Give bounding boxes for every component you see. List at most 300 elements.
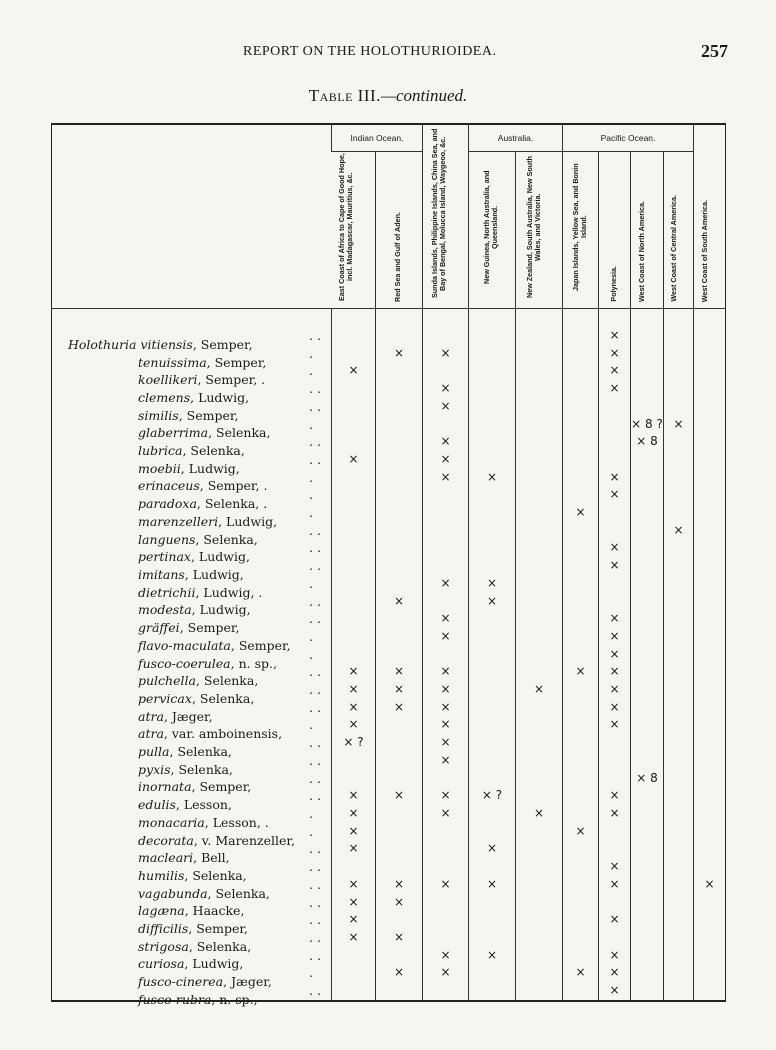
occurrence-mark	[631, 681, 664, 699]
leader-dots: . .	[309, 664, 321, 680]
occurrence-mark: ×	[599, 876, 631, 894]
occurrence-mark	[469, 504, 516, 522]
occurrence-mark: × 8	[631, 433, 664, 451]
occurrence-mark: ×	[332, 840, 376, 858]
occurrence-mark	[694, 362, 726, 380]
species-authority: , Semper,	[206, 354, 267, 370]
occurrence-mark	[332, 610, 376, 628]
occurrence-mark	[664, 876, 694, 894]
group-header-row	[52, 124, 726, 152]
column-header-new-guinea	[469, 152, 516, 309]
table-row	[52, 646, 726, 664]
occurrence-mark: ×	[376, 894, 423, 912]
occurrence-mark	[664, 433, 694, 451]
table-row	[52, 787, 726, 805]
occurrence-mark	[694, 823, 726, 841]
occurrence-mark: ×	[423, 575, 469, 593]
species-cell	[52, 557, 332, 582]
occurrence-mark: ×	[332, 699, 376, 717]
occurrence-mark	[516, 734, 563, 752]
occurrence-mark	[516, 486, 563, 504]
occurrence-mark: ×	[376, 964, 423, 982]
occurrence-mark	[332, 327, 376, 345]
occurrence-mark	[664, 699, 694, 717]
occurrence-mark	[423, 486, 469, 504]
leader-dots: . .	[309, 558, 321, 574]
occurrence-mark	[423, 823, 469, 841]
species-authority: , var. amboinensis,	[163, 726, 283, 742]
species-cell	[52, 628, 332, 653]
occurrence-mark: ×	[599, 681, 631, 699]
occurrence-mark: ×	[376, 929, 423, 947]
species-cell	[52, 522, 332, 547]
column-header-central-america	[664, 152, 694, 309]
occurrence-mark	[376, 504, 423, 522]
occurrence-mark	[469, 451, 516, 469]
occurrence-mark	[563, 416, 599, 434]
occurrence-mark	[469, 610, 516, 628]
occurrence-mark	[694, 610, 726, 628]
occurrence-mark: ×	[599, 716, 631, 734]
occurrence-mark	[694, 522, 726, 540]
leader-dots: .	[309, 345, 313, 361]
species-cell	[52, 398, 332, 423]
occurrence-mark: ×	[599, 663, 631, 681]
occurrence-mark	[423, 929, 469, 947]
species-cell	[52, 982, 332, 1007]
table-row	[52, 398, 726, 416]
occurrence-mark	[664, 362, 694, 380]
occurrence-mark	[423, 894, 469, 912]
occurrence-mark: ×	[563, 964, 599, 982]
species-cell	[52, 947, 332, 972]
occurrence-mark	[423, 362, 469, 380]
species-authority: , Selenka,	[207, 885, 270, 901]
occurrence-mark: ×	[599, 362, 631, 380]
occurrence-mark: ×	[469, 876, 516, 894]
occurrence-mark	[694, 433, 726, 451]
occurrence-mark: ×	[563, 823, 599, 841]
occurrence-mark	[332, 982, 376, 1000]
occurrence-mark: ×	[563, 504, 599, 522]
table-row	[52, 539, 726, 557]
species-authority: , Selenka,	[195, 673, 259, 689]
table-row	[52, 628, 726, 646]
occurrence-mark	[516, 646, 563, 664]
table-row	[52, 947, 726, 965]
table-row	[52, 840, 726, 858]
species-cell	[52, 840, 332, 866]
occurrence-mark: ×	[423, 699, 469, 717]
leader-dots: .	[309, 965, 313, 981]
leader-dots: . .	[309, 611, 321, 627]
occurrence-mark	[516, 362, 563, 380]
occurrence-mark	[469, 805, 516, 823]
leader-dots: .	[309, 575, 313, 591]
species-authority: , Selenka,	[169, 744, 232, 760]
table-row	[52, 610, 726, 628]
occurrence-mark	[694, 504, 726, 522]
occurrence-mark	[376, 380, 423, 398]
species-epithet: languens	[138, 531, 196, 547]
species-cell	[52, 787, 332, 813]
occurrence-mark	[631, 823, 664, 841]
occurrence-mark	[664, 929, 694, 947]
occurrence-mark	[631, 911, 664, 929]
column-label: West Coast of Central America.	[668, 195, 678, 302]
species-authority: , Ludwig, .	[195, 584, 263, 600]
occurrence-mark	[664, 469, 694, 487]
table-row	[52, 380, 726, 398]
occurrence-mark	[599, 840, 631, 858]
running-head	[0, 41, 776, 68]
occurrence-mark	[516, 770, 563, 788]
occurrence-mark	[664, 716, 694, 734]
occurrence-mark: ×	[469, 947, 516, 965]
occurrence-mark	[516, 894, 563, 912]
occurrence-mark	[469, 380, 516, 398]
occurrence-mark	[423, 504, 469, 522]
occurrence-mark	[694, 947, 726, 965]
occurrence-mark	[376, 416, 423, 434]
occurrence-mark	[694, 380, 726, 398]
species-epithet: pulla	[138, 744, 170, 760]
leader-dots: . .	[309, 699, 321, 715]
leader-dots: . .	[309, 434, 321, 450]
occurrence-mark: ×	[376, 876, 423, 894]
occurrence-mark	[563, 805, 599, 823]
table-row	[52, 982, 726, 1000]
occurrence-mark	[469, 628, 516, 646]
occurrence-mark	[332, 398, 376, 416]
occurrence-mark	[694, 416, 726, 434]
occurrence-mark	[599, 433, 631, 451]
table-row	[52, 805, 726, 823]
occurrence-mark: ×	[469, 575, 516, 593]
occurrence-mark	[599, 734, 631, 752]
occurrence-mark	[599, 398, 631, 416]
occurrence-mark	[332, 486, 376, 504]
table-body	[52, 309, 726, 1007]
species-authority: , Bell,	[193, 850, 230, 866]
species-epithet: imitans	[138, 566, 185, 582]
leader-dots: . .	[309, 398, 321, 414]
occurrence-mark	[332, 770, 376, 788]
occurrence-mark	[563, 858, 599, 876]
species-cell	[52, 964, 332, 990]
leader-dots: . .	[309, 451, 321, 467]
occurrence-mark	[376, 982, 423, 1000]
species-epithet: dietrichii	[138, 584, 196, 600]
occurrence-mark	[563, 876, 599, 894]
occurrence-mark: ×	[423, 964, 469, 982]
occurrence-mark: ×	[423, 947, 469, 965]
occurrence-mark: ×	[599, 911, 631, 929]
species-epithet: curiosa	[138, 956, 185, 972]
leader-dots: . .	[309, 381, 321, 397]
occurrence-mark: ×	[332, 716, 376, 734]
occurrence-mark: ×	[332, 911, 376, 929]
occurrence-mark: ×	[423, 716, 469, 734]
occurrence-mark	[694, 628, 726, 646]
column-header-polynesia	[599, 152, 631, 309]
occurrence-mark	[694, 982, 726, 1000]
occurrence-mark	[694, 894, 726, 912]
occurrence-mark	[516, 416, 563, 434]
occurrence-mark	[599, 894, 631, 912]
column-label: New Zealand, South Australia, New South Wales, and Victoria.	[525, 156, 542, 298]
occurrence-mark	[516, 929, 563, 947]
occurrence-mark	[664, 805, 694, 823]
occurrence-mark	[631, 947, 664, 965]
occurrence-mark	[469, 663, 516, 681]
occurrence-mark: ×	[599, 805, 631, 823]
occurrence-mark	[694, 858, 726, 876]
species-epithet: koellikeri	[138, 372, 198, 388]
species-epithet: monacaria	[138, 814, 205, 830]
species-epithet: edulis	[138, 797, 176, 813]
species-cell	[52, 858, 332, 883]
occurrence-mark	[631, 486, 664, 504]
page-number: 257	[701, 41, 728, 61]
occurrence-mark	[563, 362, 599, 380]
species-authority: , Ludwig,	[184, 956, 244, 972]
occurrence-mark: ×	[423, 752, 469, 770]
leader-dots: .	[309, 823, 313, 839]
species-authority: , Semper,	[179, 620, 240, 636]
species-cell	[52, 876, 332, 901]
leader-dots: .	[309, 717, 313, 733]
occurrence-mark	[631, 663, 664, 681]
running-title: REPORT ON THE HOLOTHURIOIDEA.	[243, 44, 497, 59]
occurrence-mark	[423, 593, 469, 611]
occurrence-mark	[563, 610, 599, 628]
occurrence-mark	[563, 734, 599, 752]
occurrence-mark: ×	[376, 593, 423, 611]
occurrence-mark	[516, 876, 563, 894]
occurrence-mark: ×	[664, 522, 694, 540]
occurrence-mark	[563, 894, 599, 912]
occurrence-mark	[694, 539, 726, 557]
occurrence-mark	[332, 522, 376, 540]
occurrence-mark	[563, 982, 599, 1000]
species-cell	[52, 469, 332, 494]
occurrence-mark	[631, 539, 664, 557]
species-cell	[52, 770, 332, 795]
table-label: Table III.	[308, 86, 381, 105]
occurrence-mark	[599, 752, 631, 770]
table-row	[52, 663, 726, 681]
occurrence-mark: ×	[332, 823, 376, 841]
occurrence-mark	[516, 539, 563, 557]
occurrence-mark: ×	[599, 380, 631, 398]
occurrence-mark	[469, 522, 516, 540]
leader-dots: . .	[309, 912, 321, 928]
occurrence-mark: ×	[423, 451, 469, 469]
species-authority: , Selenka,	[182, 443, 245, 459]
occurrence-mark	[664, 681, 694, 699]
species-name	[138, 991, 258, 1009]
column-label: Red Sea and Gulf of Aden.	[393, 212, 402, 302]
occurrence-mark: × ?	[332, 734, 376, 752]
occurrence-mark: ×	[599, 486, 631, 504]
species-authority: , Semper, .	[199, 478, 268, 494]
occurrence-mark	[423, 646, 469, 664]
species-cell	[52, 327, 332, 352]
occurrence-mark: ×	[332, 929, 376, 947]
species-authority: , Ludwig,	[184, 566, 244, 582]
occurrence-mark	[664, 770, 694, 788]
species-authority: , n. sp.,	[230, 655, 277, 671]
occurrence-mark	[469, 681, 516, 699]
occurrence-mark	[563, 469, 599, 487]
occurrence-mark	[376, 858, 423, 876]
species-authority: , Selenka,	[208, 425, 271, 441]
species-cell	[52, 929, 332, 954]
occurrence-mark	[631, 345, 664, 363]
occurrence-mark: ×	[376, 699, 423, 717]
occurrence-mark	[469, 734, 516, 752]
occurrence-mark: ×	[423, 805, 469, 823]
column-header-japan	[563, 152, 599, 309]
leader-dots: . .	[309, 522, 321, 538]
occurrence-mark	[599, 451, 631, 469]
occurrence-mark	[664, 947, 694, 965]
occurrence-mark	[694, 557, 726, 575]
occurrence-mark	[563, 646, 599, 664]
occurrence-mark	[516, 380, 563, 398]
species-epithet: atra	[138, 726, 164, 742]
occurrence-mark: × 8	[631, 770, 664, 788]
occurrence-mark	[376, 823, 423, 841]
occurrence-mark	[563, 398, 599, 416]
leader-dots: . .	[309, 328, 321, 343]
spacer-row	[52, 309, 726, 328]
species-cell	[52, 716, 332, 742]
occurrence-mark: ×	[423, 469, 469, 487]
column-header-new-zealand	[516, 152, 563, 309]
leader-dots: . .	[309, 983, 321, 999]
occurrence-mark: ×	[664, 416, 694, 434]
occurrence-mark	[664, 894, 694, 912]
occurrence-mark	[376, 716, 423, 734]
species-cell	[52, 362, 332, 388]
species-authority: , Haacke,	[184, 903, 245, 919]
occurrence-mark	[469, 362, 516, 380]
occurrence-mark	[516, 663, 563, 681]
occurrence-mark	[332, 575, 376, 593]
table-row	[52, 911, 726, 929]
occurrence-mark	[563, 770, 599, 788]
table-row	[52, 593, 726, 611]
species-epithet: tenuissima	[138, 354, 207, 370]
occurrence-mark	[516, 752, 563, 770]
occurrence-mark	[664, 646, 694, 664]
occurrence-mark	[631, 557, 664, 575]
leader-dots: .	[309, 469, 313, 485]
column-header-east-africa	[332, 152, 376, 309]
occurrence-mark	[332, 628, 376, 646]
occurrence-mark	[376, 911, 423, 929]
occurrence-mark	[664, 380, 694, 398]
occurrence-mark	[664, 398, 694, 416]
occurrence-mark	[376, 646, 423, 664]
occurrence-mark	[664, 345, 694, 363]
occurrence-mark	[563, 380, 599, 398]
leader-dots: .	[309, 487, 313, 503]
occurrence-mark	[631, 610, 664, 628]
occurrence-mark	[516, 964, 563, 982]
occurrence-mark	[664, 327, 694, 345]
species-cell	[52, 911, 332, 937]
occurrence-mark	[664, 663, 694, 681]
occurrence-mark	[332, 947, 376, 965]
occurrence-mark	[516, 911, 563, 929]
table-row	[52, 504, 726, 522]
occurrence-mark: ×	[332, 787, 376, 805]
occurrence-mark	[599, 522, 631, 540]
occurrence-mark	[563, 681, 599, 699]
occurrence-mark	[469, 823, 516, 841]
occurrence-mark	[694, 327, 726, 345]
occurrence-mark	[694, 575, 726, 593]
occurrence-mark	[563, 345, 599, 363]
table-row	[52, 876, 726, 894]
species-epithet: erinaceus	[138, 478, 200, 494]
occurrence-mark	[694, 964, 726, 982]
group-australia: Australia.	[469, 124, 563, 152]
occurrence-mark	[376, 557, 423, 575]
occurrence-mark: ×	[599, 982, 631, 1000]
occurrence-mark	[516, 840, 563, 858]
table-row	[52, 345, 726, 363]
occurrence-mark	[599, 504, 631, 522]
occurrence-mark	[376, 398, 423, 416]
leader-dots: . .	[309, 682, 321, 698]
occurrence-mark	[664, 752, 694, 770]
occurrence-mark	[664, 982, 694, 1000]
occurrence-mark	[516, 787, 563, 805]
species-cell	[52, 345, 332, 370]
species-cell	[52, 593, 332, 618]
occurrence-mark	[631, 362, 664, 380]
table-row	[52, 557, 726, 575]
species-epithet: fusco-rubra	[138, 991, 212, 1007]
species-authority: , Selenka,	[188, 938, 252, 954]
occurrence-mark	[469, 539, 516, 557]
occurrence-mark	[332, 752, 376, 770]
leader-dots: .	[309, 416, 313, 432]
occurrence-mark	[664, 840, 694, 858]
occurrence-mark	[332, 964, 376, 982]
occurrence-mark	[423, 982, 469, 1000]
occurrence-mark: ×	[376, 663, 423, 681]
occurrence-mark: ×	[599, 610, 631, 628]
species-epithet: moebii	[138, 460, 181, 476]
occurrence-mark	[469, 858, 516, 876]
occurrence-mark	[376, 539, 423, 557]
occurrence-mark	[631, 716, 664, 734]
occurrence-mark	[631, 628, 664, 646]
occurrence-mark	[631, 522, 664, 540]
column-label: Polynesia.	[608, 266, 618, 302]
species-cell	[52, 805, 332, 830]
species-epithet: fusco-coerulea	[138, 655, 231, 671]
occurrence-mark	[664, 575, 694, 593]
species-epithet: flavo-maculata	[138, 637, 231, 653]
table-row	[52, 964, 726, 982]
occurrence-mark	[469, 911, 516, 929]
